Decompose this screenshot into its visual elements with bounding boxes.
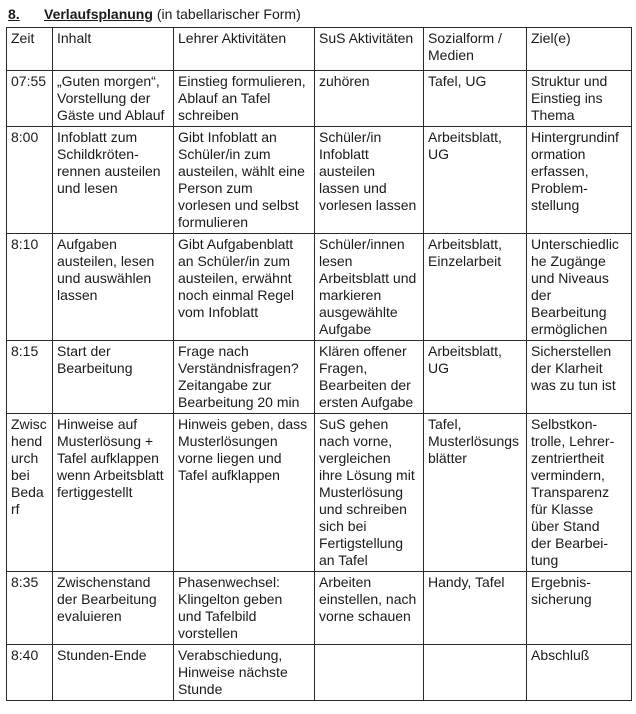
inhalt-cell [53, 234, 174, 341]
cell-text-line: Transparenz [531, 484, 610, 500]
cell-text-line: erfassen, [531, 163, 589, 179]
cell-text-line: Person zum [178, 180, 253, 196]
ziel-cell [527, 234, 632, 341]
cell-text-line: vorstellen [178, 625, 238, 641]
cell-text-line: nach vorne, [319, 433, 393, 449]
cell-text-line: und auswählen [57, 270, 152, 286]
cell-text-line: UG [428, 146, 449, 162]
cell-text-line: fertiggestellt [57, 484, 133, 500]
cell-text-line: Tafel, UG [428, 73, 487, 89]
cell-text-line: Schüler/innen [319, 236, 405, 252]
cell-text-line: Einzelarbeit [428, 253, 502, 269]
cell-text-line: Hinweise auf [57, 416, 138, 432]
cell-text-line: und lesen [57, 180, 118, 196]
cell-text-line: Arbeiten [319, 574, 372, 590]
cell-text-line: Klingelton geben [178, 591, 283, 607]
cell-text-line: Unterschiedlic [531, 236, 619, 252]
cell-text-line: Fragen, [319, 360, 368, 376]
cell-text-line: Selbstkon- [531, 416, 598, 432]
cell-text-line: zentriertheit [531, 450, 605, 466]
cell-text-line: und Niveaus [531, 270, 609, 286]
cell-text-line: Tafel, [428, 416, 462, 432]
cell-text-line: „Guten morgen“, [57, 73, 160, 89]
section-title: Verlaufsplanung [44, 6, 153, 22]
cell-text-line: austeilen, lesen [57, 253, 155, 269]
sozial-cell [424, 414, 527, 572]
column-header-sozialform-medien: Sozialform / Medien [424, 28, 527, 71]
cell-text-line: Hinweis geben, dass [178, 416, 308, 432]
cell-text-line: an Tafel [319, 552, 368, 568]
sozial-cell [424, 71, 527, 127]
cell-text-line: Problem- [531, 180, 588, 196]
table-row [7, 127, 632, 234]
inhalt-cell [53, 645, 174, 701]
cell-text-line: Verständnisfragen? [178, 360, 299, 376]
cell-text-line: Bearbeitung [531, 304, 607, 320]
zeit-cell [7, 234, 53, 341]
cell-text-line: ausgewählte [319, 304, 398, 320]
table-body [7, 71, 632, 701]
sozial-cell [424, 341, 527, 414]
cell-text-line: Arbeitsblatt, [428, 343, 502, 359]
cell-text-line: vergleichen [319, 450, 391, 466]
cell-text-line: lesen [319, 253, 353, 269]
cell-text-line: 8:35 [11, 574, 39, 590]
ziel-cell [527, 341, 632, 414]
cell-text-line: Sicherstellen [531, 343, 612, 359]
cell-text-line: Musterlösungen [178, 433, 278, 449]
cell-text-line: Klären offener [319, 343, 407, 359]
cell-text-line: austeilen [319, 163, 376, 179]
cell-text-line: Struktur und [531, 73, 608, 89]
cell-text-line: trolle, Lehrer- [531, 433, 615, 449]
column-header-lehrer-aktivitaeten: Lehrer Aktivitäten [174, 28, 315, 71]
zeit-cell [7, 71, 53, 127]
cell-text-line: lassen und [319, 180, 387, 196]
cell-text-line: Stunde [178, 681, 223, 697]
cell-text-line: vorlesen und selbst [178, 197, 299, 213]
cell-text-line: UG [428, 360, 449, 376]
ziel-cell [527, 127, 632, 234]
cell-text-line: SuS gehen [319, 416, 389, 432]
cell-text-line: 8:15 [11, 343, 39, 359]
cell-text-line: ihre Lösung mit [319, 467, 415, 483]
cell-text-line: der Bearbei- [531, 535, 609, 551]
cell-text-line: Verabschiedung, [178, 647, 283, 663]
cell-text-line: Arbeitsblatt und [319, 270, 417, 286]
cell-text-line: rennen austeilen [57, 163, 161, 179]
cell-text-line: 07:55 [11, 73, 47, 89]
cell-text-line: sicherung [531, 591, 592, 607]
cell-text-line: Tafel aufklappen [57, 450, 159, 466]
cell-text-line: stellung [531, 197, 580, 213]
cell-text-line: Handy, Tafel [428, 574, 505, 590]
cell-text-line: ormation [531, 146, 586, 162]
inhalt-cell [53, 414, 174, 572]
zeit-cell [7, 572, 53, 645]
cell-text-line: Bearbeitung 20 min [178, 394, 300, 410]
zeit-cell [7, 414, 53, 572]
cell-text-line: vom Infoblatt [178, 304, 259, 320]
cell-text-line: Tafel aufklappen [178, 467, 280, 483]
cell-text-line: Fertigstellung [319, 535, 404, 551]
cell-text-line: 8:00 [11, 129, 39, 145]
cell-text-line: blätter [428, 450, 467, 466]
sozial-cell [424, 127, 527, 234]
cell-text-line: he Zugänge [531, 253, 606, 269]
lehrer-cell [174, 645, 315, 701]
lehrer-cell [174, 71, 315, 127]
sozial-cell [424, 572, 527, 645]
section-heading [8, 6, 301, 22]
cell-text-line: evaluieren [57, 608, 122, 624]
zeit-cell [7, 127, 53, 234]
sus-cell [315, 572, 424, 645]
cell-text-line: und schreiben [319, 501, 407, 517]
cell-text-line: Hinweise nächste [178, 664, 288, 680]
cell-text-line: Thema [531, 107, 575, 123]
cell-text-line: der Klarheit [531, 360, 603, 376]
cell-text-line: Gäste und Ablauf [57, 107, 165, 123]
cell-text-line: der [531, 287, 552, 303]
column-header-zeit: Zeit [7, 28, 53, 71]
lehrer-cell [174, 341, 315, 414]
column-header-inhalt: Inhalt [53, 28, 174, 71]
sozial-cell [424, 234, 527, 341]
cell-text-line: Schildkröten- [57, 146, 139, 162]
ziel-cell [527, 71, 632, 127]
sus-cell [315, 71, 424, 127]
cell-text-line: Bearbeiten der [319, 377, 411, 393]
cell-text-line: Infoblatt zum [57, 129, 138, 145]
cell-text-line: Zwisc [11, 416, 47, 432]
inhalt-cell [53, 341, 174, 414]
cell-text-line: Abschluß [531, 647, 590, 663]
sus-cell [315, 645, 424, 701]
cell-text-line: zuhören [319, 73, 370, 89]
cell-text-line: Infoblatt [319, 146, 369, 162]
cell-text-line: Schüler/in [319, 129, 382, 145]
cell-text-line: sich bei [319, 518, 367, 534]
table-row [7, 572, 632, 645]
cell-text-line: Start der [57, 343, 111, 359]
cell-text-line: markieren [319, 287, 382, 303]
cell-text-line: was zu tun ist [531, 377, 616, 393]
cell-text-line: Schüler/in zum [178, 146, 271, 162]
cell-text-line: Zwischenstand [57, 574, 151, 590]
cell-text-line: tung [531, 552, 559, 568]
column-header-sus-aktivitaeten: SuS Aktivitäten [315, 28, 424, 71]
cell-text-line: Musterlösung [319, 484, 404, 500]
cell-text-line: 8:40 [11, 647, 39, 663]
section-number: 8. [8, 6, 20, 22]
cell-text-line: urch [11, 450, 39, 466]
lehrer-cell [174, 414, 315, 572]
lehrer-cell [174, 127, 315, 234]
inhalt-cell [53, 71, 174, 127]
cell-text-line: Frage nach [178, 343, 249, 359]
cell-text-line: rf [11, 501, 20, 517]
cell-text-line: vorne schauen [319, 608, 411, 624]
sozial-cell [424, 645, 527, 701]
ziel-cell [527, 414, 632, 572]
cell-text-line: ermöglichen [531, 321, 608, 337]
cell-text-line: lassen [57, 287, 98, 303]
cell-text-line: hend [11, 433, 43, 449]
cell-text-line: vorlesen lassen [319, 197, 417, 213]
cell-text-line: 8:10 [11, 236, 39, 252]
column-header-ziele: Ziel(e) [527, 28, 632, 71]
section-subtitle: (in tabellarischer Form) [156, 6, 301, 22]
cell-text-line: der Bearbeitung [57, 591, 157, 607]
inhalt-cell [53, 572, 174, 645]
cell-text-line: Arbeitsblatt, [428, 129, 502, 145]
cell-text-line: austeilen, wählt eine [178, 163, 305, 179]
cell-text-line: austeilen, erwähnt [178, 270, 292, 286]
table-row [7, 414, 632, 572]
cell-text-line: Einstieg ins [531, 90, 603, 106]
cell-text-line: Hintergrundinf [531, 129, 619, 145]
lehrer-cell [174, 234, 315, 341]
cell-text-line: Beda [11, 484, 44, 500]
cell-text-line: Einstieg formulieren, [178, 73, 306, 89]
sus-cell [315, 127, 424, 234]
cell-text-line: Phasenwechsel: [178, 574, 280, 590]
sus-cell [315, 341, 424, 414]
sus-cell [315, 234, 424, 341]
cell-text-line: bei [11, 467, 30, 483]
cell-text-line: vorne liegen und [178, 450, 282, 466]
cell-text-line: Arbeitsblatt, [428, 236, 502, 252]
zeit-cell [7, 645, 53, 701]
cell-text-line: Musterlösungs [428, 433, 520, 449]
ziel-cell [527, 645, 632, 701]
inhalt-cell [53, 127, 174, 234]
cell-text-line: über Stand [531, 518, 600, 534]
cell-text-line: an Schüler/in zum [178, 253, 291, 269]
cell-text-line: einstellen, nach [319, 591, 417, 607]
lehrer-cell [174, 572, 315, 645]
cell-text-line: Aufgabe [319, 321, 372, 337]
cell-text-line: Stunden-Ende [57, 647, 147, 663]
table-row [7, 71, 632, 127]
cell-text-line: schreiben [178, 107, 239, 123]
cell-text-line: Gibt Infoblatt an [178, 129, 277, 145]
cell-text-line: Zeitangabe zur [178, 377, 272, 393]
cell-text-line: Bearbeitung [57, 360, 133, 376]
cell-text-line: Musterlösung + [57, 433, 154, 449]
sus-cell [315, 414, 424, 572]
cell-text-line: Vorstellung der [57, 90, 151, 106]
ziel-cell [527, 572, 632, 645]
header-row [7, 28, 632, 71]
cell-text-line: Gibt Aufgabenblatt [178, 236, 294, 252]
cell-text-line: ersten Aufgabe [319, 394, 414, 410]
table-row [7, 645, 632, 701]
cell-text-line: Ergebnis- [531, 574, 591, 590]
table-row [7, 341, 632, 414]
cell-text-line: und Tafelbild [178, 608, 257, 624]
cell-text-line: Aufgaben [57, 236, 117, 252]
cell-text-line: für Klasse [531, 501, 594, 517]
lesson-plan-table [6, 27, 632, 701]
cell-text-line: wenn Arbeitsblatt [57, 467, 164, 483]
table-row [7, 234, 632, 341]
zeit-cell [7, 341, 53, 414]
cell-text-line: formulieren [178, 214, 249, 230]
cell-text-line: Ablauf an Tafel [178, 90, 271, 106]
cell-text-line: noch einmal Regel [178, 287, 294, 303]
cell-text-line: vermindern, [531, 467, 605, 483]
